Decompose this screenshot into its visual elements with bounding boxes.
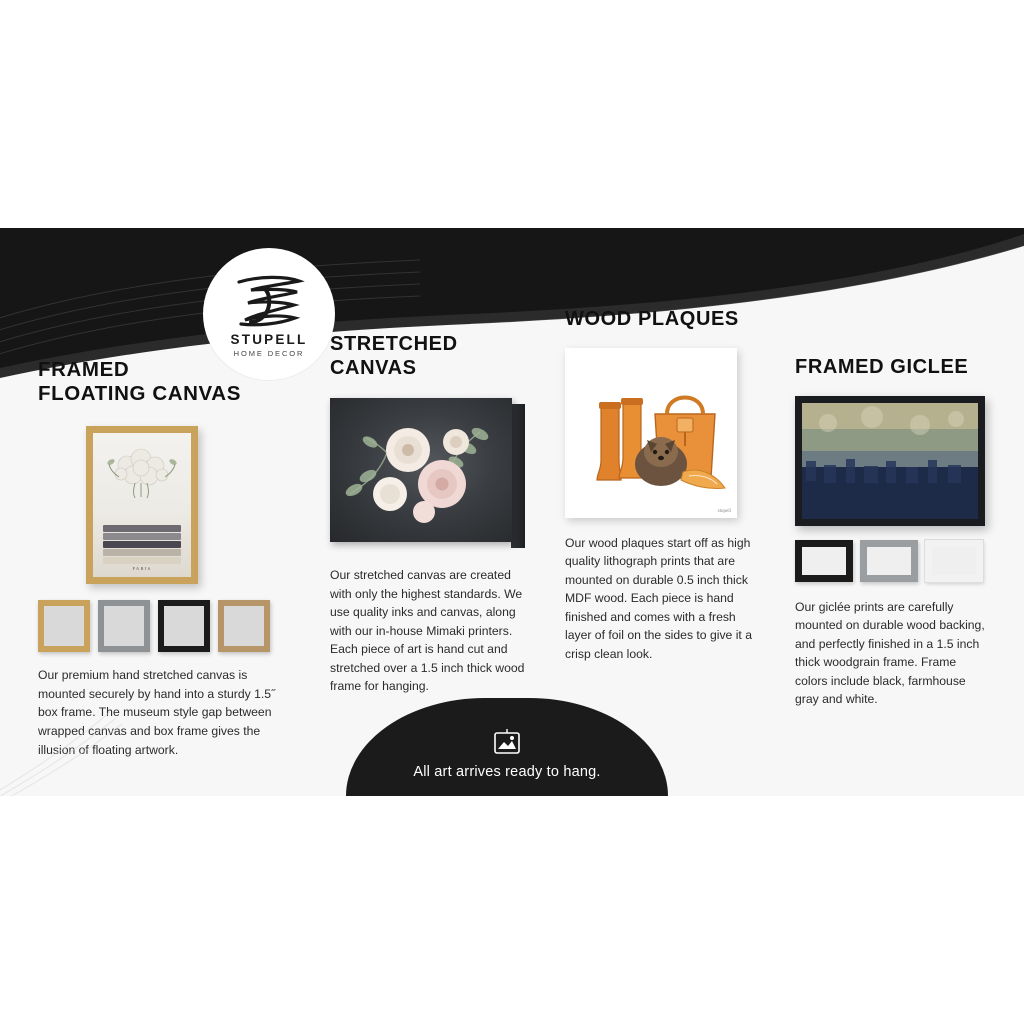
ready-to-hang-ribbon xyxy=(346,698,668,796)
section-title xyxy=(38,358,286,406)
section-wood-plaques xyxy=(565,308,765,663)
section-description: Our stretched canvas are created with only the highest standards. We use quality inks and canvas, along with our in-house Mimaki printers. Each piece of art is hand cut and stretched over a 1.5 inch thick wood frame for hanging. xyxy=(330,568,525,694)
frame-color-swatches xyxy=(38,600,286,652)
hydrangea-bouquet-illustration xyxy=(105,447,179,509)
picture-frame-icon xyxy=(490,728,524,756)
section-title-line1: STRETCHED xyxy=(330,333,458,355)
corner-arc-decoration xyxy=(0,676,190,796)
frame-option-white[interactable] xyxy=(925,540,983,582)
section-framed-giclee xyxy=(795,356,995,709)
ribbon-text: All art arrives ready to hang. xyxy=(413,764,601,780)
frame-option-black[interactable] xyxy=(795,540,853,582)
frame-option-gray[interactable] xyxy=(860,540,918,582)
section-title: WOOD PLAQUES xyxy=(565,308,739,330)
section-description: Our premium hand stretched canvas is mounted securely by hand into a sturdy 1.5˝ box frame. The museum style gap between wrapped canvas and box frame gives the illusion of floating artwork. xyxy=(38,668,276,757)
section-title: FRAMED GICLEE xyxy=(795,356,969,378)
artwork-signature: stupell xyxy=(717,508,731,514)
section-title-line1: FRAMED xyxy=(38,358,130,381)
swatch-wood[interactable] xyxy=(218,600,270,652)
section-description: Our wood plaques start off as high quality lithograph prints that are mounted on durable 0.5 inch thick MDF wood. Each piece is hand finished and comes with a fresh layer of foil on the sides to give it a crisp clean look. xyxy=(565,535,752,661)
brand-name: STUPELL xyxy=(230,332,308,347)
swatch-gold[interactable] xyxy=(38,600,90,652)
artwork-image xyxy=(330,398,512,542)
floral-illustration xyxy=(330,398,512,542)
swatch-gray[interactable] xyxy=(98,600,150,652)
stretched-canvas-artwork xyxy=(330,398,525,548)
swan-logo-icon xyxy=(233,274,305,330)
section-title xyxy=(330,333,535,380)
canvas-side-edge xyxy=(511,404,525,548)
book-stack-illustration xyxy=(103,524,181,571)
giclee-frame-color-options xyxy=(795,540,995,582)
wood-plaque-artwork xyxy=(565,348,737,518)
section-description: Our giclée prints are carefully mounted on durable wood backing, and perfectly finished in a 1.5 inch thick woodgrain frame. Frame colors include black, farmhouse gray and white. xyxy=(795,599,985,707)
section-stretched-canvas xyxy=(330,333,535,696)
brand-tagline: HOME DECOR xyxy=(233,349,305,358)
swatch-black[interactable] xyxy=(158,600,210,652)
section-title-line2: CANVAS xyxy=(330,356,417,379)
artwork-image xyxy=(93,433,191,577)
framed-floating-canvas-artwork xyxy=(86,426,198,584)
product-info-panel xyxy=(0,228,1024,796)
artwork-caption: PARIS xyxy=(132,566,152,572)
framed-giclee-artwork xyxy=(795,396,985,526)
section-title-line2: FLOATING CANVAS xyxy=(38,382,241,406)
abstract-landscape-illustration xyxy=(802,403,978,519)
handbag-boots-dog-illustration xyxy=(565,348,737,518)
